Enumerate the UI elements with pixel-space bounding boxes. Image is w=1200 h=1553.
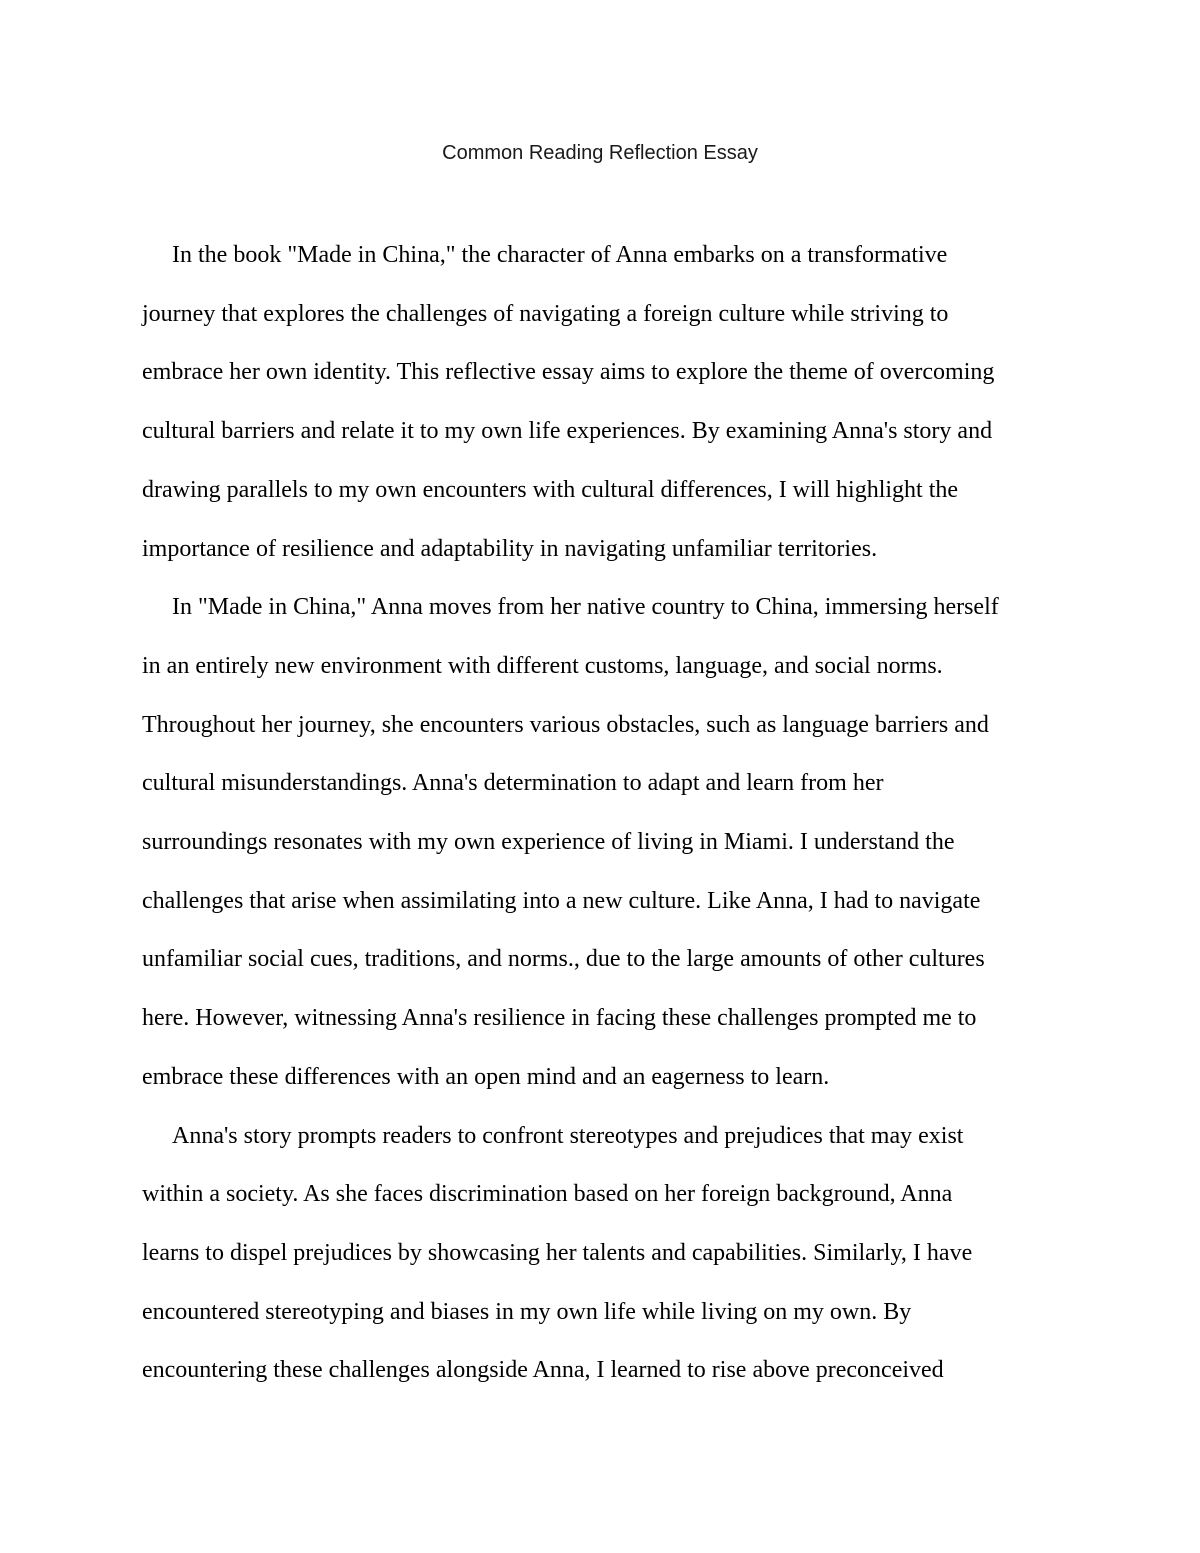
text-line: in an entirely new environment with different customs, language, and social norms. — [142, 652, 943, 679]
text-line: importance of resilience and adaptability in navigating unfamiliar territories. — [142, 535, 878, 562]
text-line: unfamiliar social cues, traditions, and norms., due to the large amounts of other cultures — [142, 946, 985, 973]
text-line: cultural misunderstandings. Anna's determination to adapt and learn from her — [142, 770, 884, 797]
text-line: cultural barriers and relate it to my own life experiences. By examining Anna's story and — [142, 418, 993, 445]
text-line: learns to dispel prejudices by showcasing her talents and capabilities. Similarly, I have — [142, 1239, 973, 1266]
text-line: Throughout her journey, she encounters various obstacles, such as language barriers and — [142, 711, 989, 738]
text-line: drawing parallels to my own encounters with cultural differences, I will highlight the — [142, 476, 959, 503]
page-title: Common Reading Reflection Essay — [442, 142, 758, 164]
text-line: surroundings resonates with my own experience of living in Miami. I understand the — [142, 829, 955, 855]
text-line: here. However, witnessing Anna's resilience in facing these challenges prompted me to — [142, 1005, 977, 1032]
text-line: embrace these differences with an open mind and an eagerness to learn. — [142, 1063, 830, 1090]
text-line: encountered stereotyping and biases in my own life while living on my own. By — [142, 1298, 912, 1325]
text-line: Anna's story prompts readers to confront stereotypes and prejudices that may exist — [172, 1122, 964, 1149]
text-line: In "Made in China," Anna moves from her native country to China, immersing herself — [172, 594, 999, 621]
text-line: journey that explores the challenges of navigating a foreign culture while striving to — [142, 300, 949, 327]
text-line: challenges that arise when assimilating into a new culture. Like Anna, I had to navigate — [142, 887, 981, 914]
text-line: In the book "Made in China," the character of Anna embarks on a transformative — [172, 242, 948, 268]
text-line: within a society. As she faces discrimination based on her foreign background, Anna — [142, 1181, 953, 1208]
text-line: encountering these challenges alongside Anna, I learned to rise above preconceived — [142, 1357, 944, 1384]
text-line: embrace her own identity. This reflective essay aims to explore the theme of overcoming — [142, 359, 995, 386]
